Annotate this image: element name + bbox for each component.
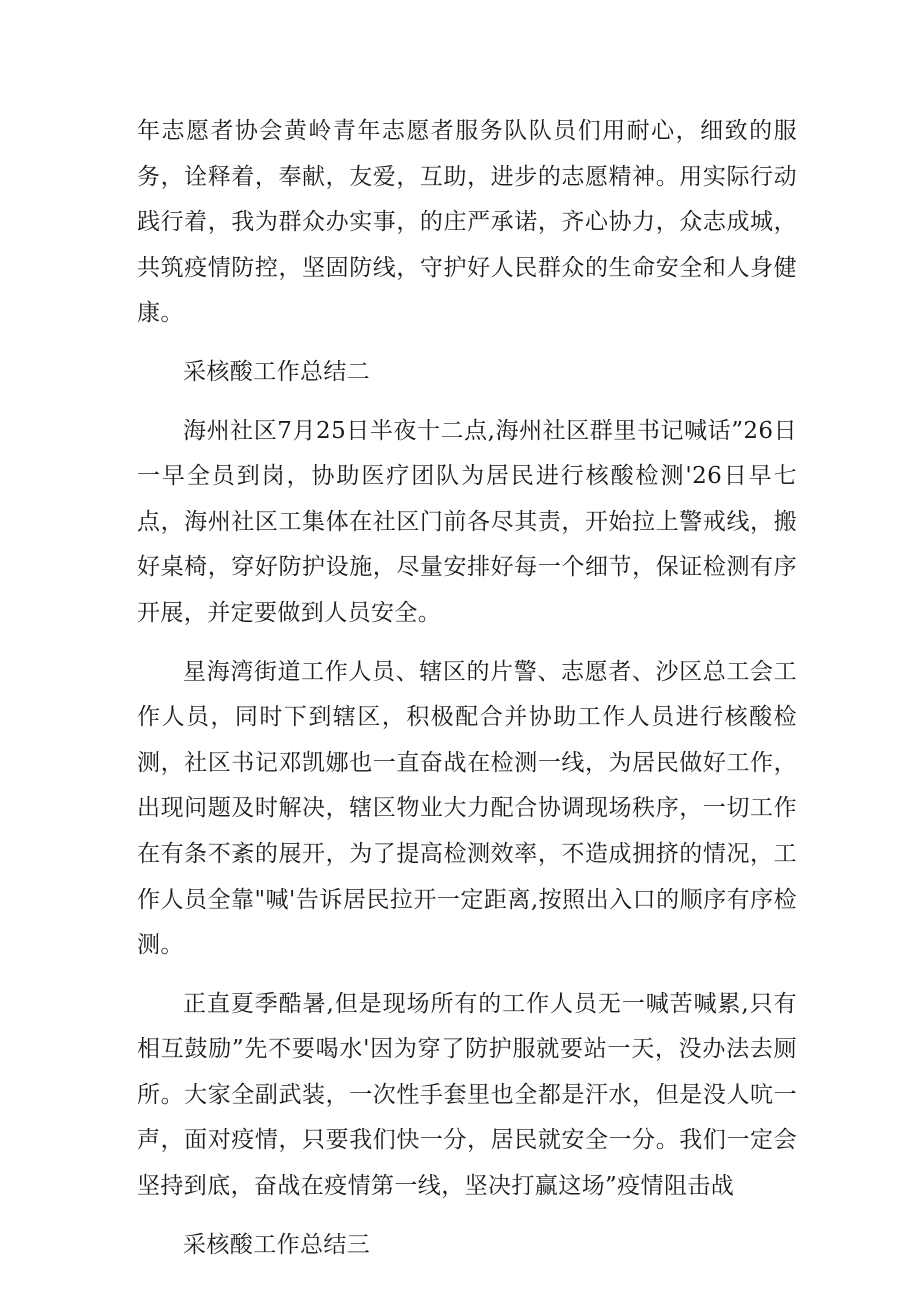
paragraph-haizhou: 海州社区7月25日半夜十二点,海州社区群里书记喊话”26日一早全员到岗，协助医疗团队为居民进行核酸检测'26日早七点，海州社区工集体在社区门前各尽其责，开始拉上警戒线，搬好桌椅，穿好防护设施，尽量安排好每一个细节，保证检测有序开展，并定要做到人员安全。 — [137, 417, 797, 626]
paragraph-summer: 正直夏季酷暑,但是现场所有的工作人员无一喊苦喊累,只有相互鼓励”先不要喝水'因为穿了防护服就要站一天，没办法去厕所。大家全副武装，一次性手套里也全都是汗水，但是没人吭一声，面对疫情，只要我们快一分，居民就安全一分。我们一定会坚持到底，奋战在疫情第一线，坚决打赢这场”疫情阻击战 — [137, 990, 797, 1200]
section-heading-2: 采核酸工作总结二 — [183, 358, 371, 385]
document-body — [137, 109, 797, 1281]
paragraph-xinghaiwan: 星海湾街道工作人员、辖区的片警、志愿者、沙区总工会工作人员，同时下到辖区，积极配合并协助工作人员进行核酸检测，社区书记邓凯娜也一直奋战在检测一线，为居民做好工作，出现问题及时解决，辖区物业大力配合协调现场秩序，一切工作在有条不紊的展开，为了提高检测效率，不造成拥挤的情况，工作人员全靠"喊'告诉居民拉开一定距离,按照出入口的顺序有序检测。 — [137, 658, 797, 959]
section-heading-3: 采核酸工作总结三 — [183, 1231, 371, 1258]
paragraph-continuation: 年志愿者协会黄岭青年志愿者服务队队员们用耐心，细致的服务，诠释着，奉献，友爱，互助，进步的志愿精神。用实际行动践行着，我为群众办实事，的庄严承诺，齐心协力，众志成城，共筑疫情防控，坚固防线，守护好人民群众的生命安全和人身健康。 — [137, 118, 797, 327]
